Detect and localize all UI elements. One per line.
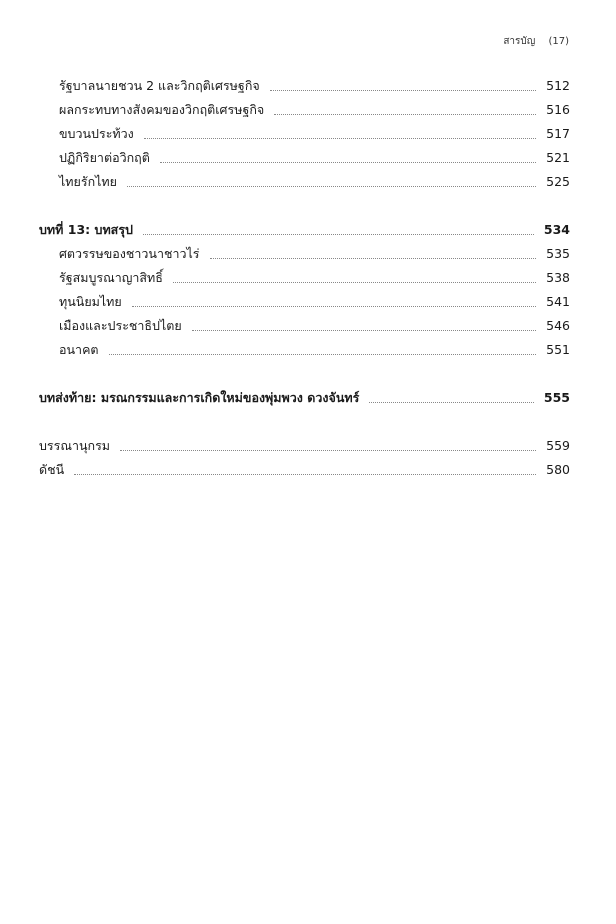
toc-entry-title: ไทยรักไทย bbox=[59, 174, 117, 189]
toc-entry[interactable] bbox=[39, 340, 570, 360]
toc-entry-page: 538 bbox=[546, 270, 570, 285]
toc-entry-title: บรรณานุกรม bbox=[39, 438, 111, 453]
toc-chapter-page: 555 bbox=[543, 390, 570, 405]
toc-chapter-title: บทที่ 13: บทสรุป bbox=[39, 222, 133, 237]
toc-entry-title: อนาคต bbox=[59, 342, 99, 357]
toc-entry[interactable] bbox=[39, 292, 570, 312]
toc-entry-title: ศตวรรษของชาวนาชาวไร่ bbox=[59, 246, 200, 261]
dot-leader bbox=[210, 258, 536, 259]
toc-entry-page: 516 bbox=[546, 102, 570, 117]
toc-entry-page: 546 bbox=[546, 318, 570, 333]
toc-entry[interactable] bbox=[39, 100, 570, 120]
toc-entry-title: รัฐบาลนายชวน 2 และวิกฤติเศรษฐกิจ bbox=[59, 78, 260, 93]
toc-entry-title: ปฏิกิริยาต่อวิกฤติ bbox=[59, 150, 150, 165]
dot-leader bbox=[132, 306, 536, 307]
dot-leader bbox=[74, 474, 536, 475]
toc-chapter[interactable] bbox=[39, 220, 570, 240]
dot-leader bbox=[144, 138, 536, 139]
dot-leader bbox=[274, 114, 536, 115]
dot-leader bbox=[369, 402, 534, 403]
toc-entry[interactable] bbox=[39, 316, 570, 336]
toc-entry-title: เมืองและประชาธิปไตย bbox=[59, 318, 182, 333]
dot-leader bbox=[160, 162, 536, 163]
toc-entry[interactable] bbox=[39, 124, 570, 144]
toc-entry-page: 535 bbox=[546, 246, 570, 261]
toc-entry-page: 517 bbox=[546, 126, 570, 141]
toc-entry[interactable] bbox=[39, 436, 570, 456]
dot-leader bbox=[192, 330, 536, 331]
toc-entry[interactable] bbox=[39, 460, 570, 480]
header-page-number: (17) bbox=[548, 36, 569, 47]
dot-leader bbox=[270, 90, 536, 91]
dot-leader bbox=[109, 354, 536, 355]
toc-entry-page: 580 bbox=[546, 462, 570, 477]
toc-entry-page: 551 bbox=[546, 342, 570, 357]
running-header bbox=[503, 34, 569, 49]
toc-entry-page: 559 bbox=[546, 438, 570, 453]
dot-leader bbox=[127, 186, 536, 187]
toc-entry[interactable] bbox=[39, 268, 570, 288]
header-title: สารบัญ bbox=[503, 36, 536, 47]
toc-entry-title: ทุนนิยมไทย bbox=[59, 294, 122, 309]
toc-entry[interactable] bbox=[39, 148, 570, 168]
toc-chapter[interactable] bbox=[39, 388, 570, 408]
toc-entry[interactable] bbox=[39, 172, 570, 192]
toc-entry-title: ดัชนี bbox=[39, 462, 65, 477]
toc-entry[interactable] bbox=[39, 244, 570, 264]
toc-entry[interactable] bbox=[39, 76, 570, 96]
dot-leader bbox=[143, 234, 534, 235]
toc-entry-title: รัฐสมบูรณาญาสิทธิ์ bbox=[59, 270, 163, 285]
toc-chapter-page: 534 bbox=[543, 222, 570, 237]
dot-leader bbox=[173, 282, 536, 283]
toc-entry-page: 512 bbox=[546, 78, 570, 93]
toc-entry-page: 541 bbox=[546, 294, 570, 309]
dot-leader bbox=[120, 450, 536, 451]
toc-chapter-title: บทส่งท้าย: มรณกรรมและการเกิดใหม่ของพุ่มพวง ดวงจันทร์ bbox=[39, 390, 360, 405]
toc-entry-page: 525 bbox=[546, 174, 570, 189]
toc-entry-title: ผลกระทบทางสังคมของวิกฤติเศรษฐกิจ bbox=[59, 102, 265, 117]
toc-entry-page: 521 bbox=[546, 150, 570, 165]
toc-entry-title: ขบวนประท้วง bbox=[59, 126, 134, 141]
